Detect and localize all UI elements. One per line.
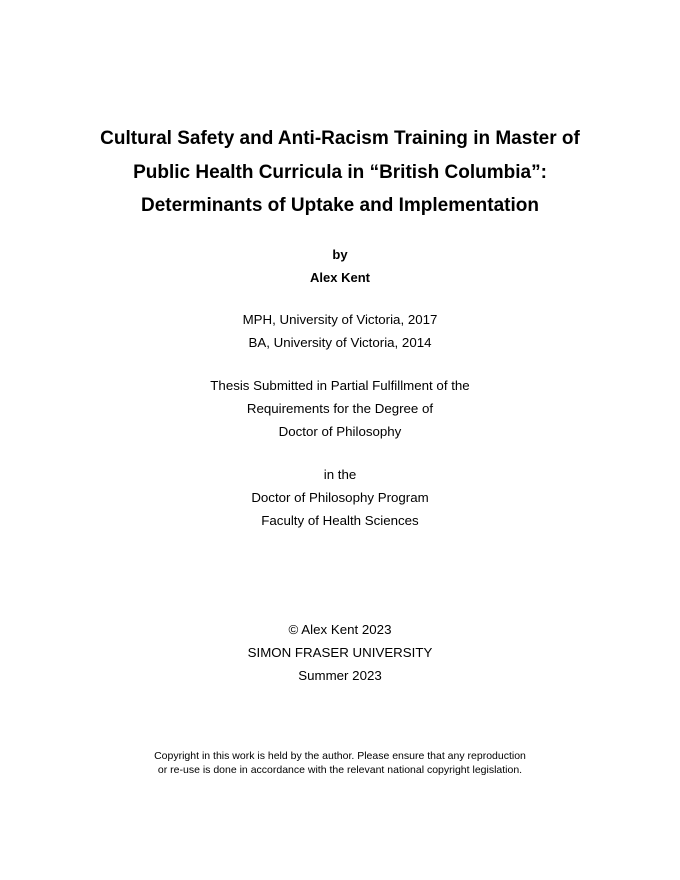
term: Summer 2023 [298,668,382,683]
notice-line: or re-use is done in accordance with the relevant national copyright legislation. [157,763,523,776]
copyright-notice [0,750,680,777]
notice-line: Copyright in this work is held by the author. Please ensure that any reproduction [154,750,526,762]
degree-line: MPH, University of Victoria, 2017 [242,312,438,327]
copyright-holder: © Alex Kent 2023 [288,622,392,637]
thesis-line: Thesis Submitted in Partial Fulfillment of the [210,378,470,393]
title-line: Cultural Safety and Anti-Racism Training in Master of [100,128,580,149]
university-name: SIMON FRASER UNIVERSITY [247,645,433,660]
in-the-label: in the [323,467,357,482]
author-block [0,243,680,289]
by-label: by [332,247,348,262]
thesis-line: Doctor of Philosophy [278,424,402,439]
thesis-title [0,122,680,223]
thesis-line: Requirements for the Degree of [246,401,434,416]
title-line: Public Health Curricula in “British Columbia”: [133,161,547,183]
program-block [0,463,680,532]
author-name: Alex Kent [310,270,370,285]
thesis-statement [0,374,680,443]
program-name: Doctor of Philosophy Program [251,490,429,505]
degree-line: BA, University of Victoria, 2014 [248,335,432,350]
title-line: Determinants of Uptake and Implementation [140,195,539,216]
copyright-block [0,618,680,687]
prior-degrees [0,308,680,354]
faculty-name: Faculty of Health Sciences [261,513,419,528]
